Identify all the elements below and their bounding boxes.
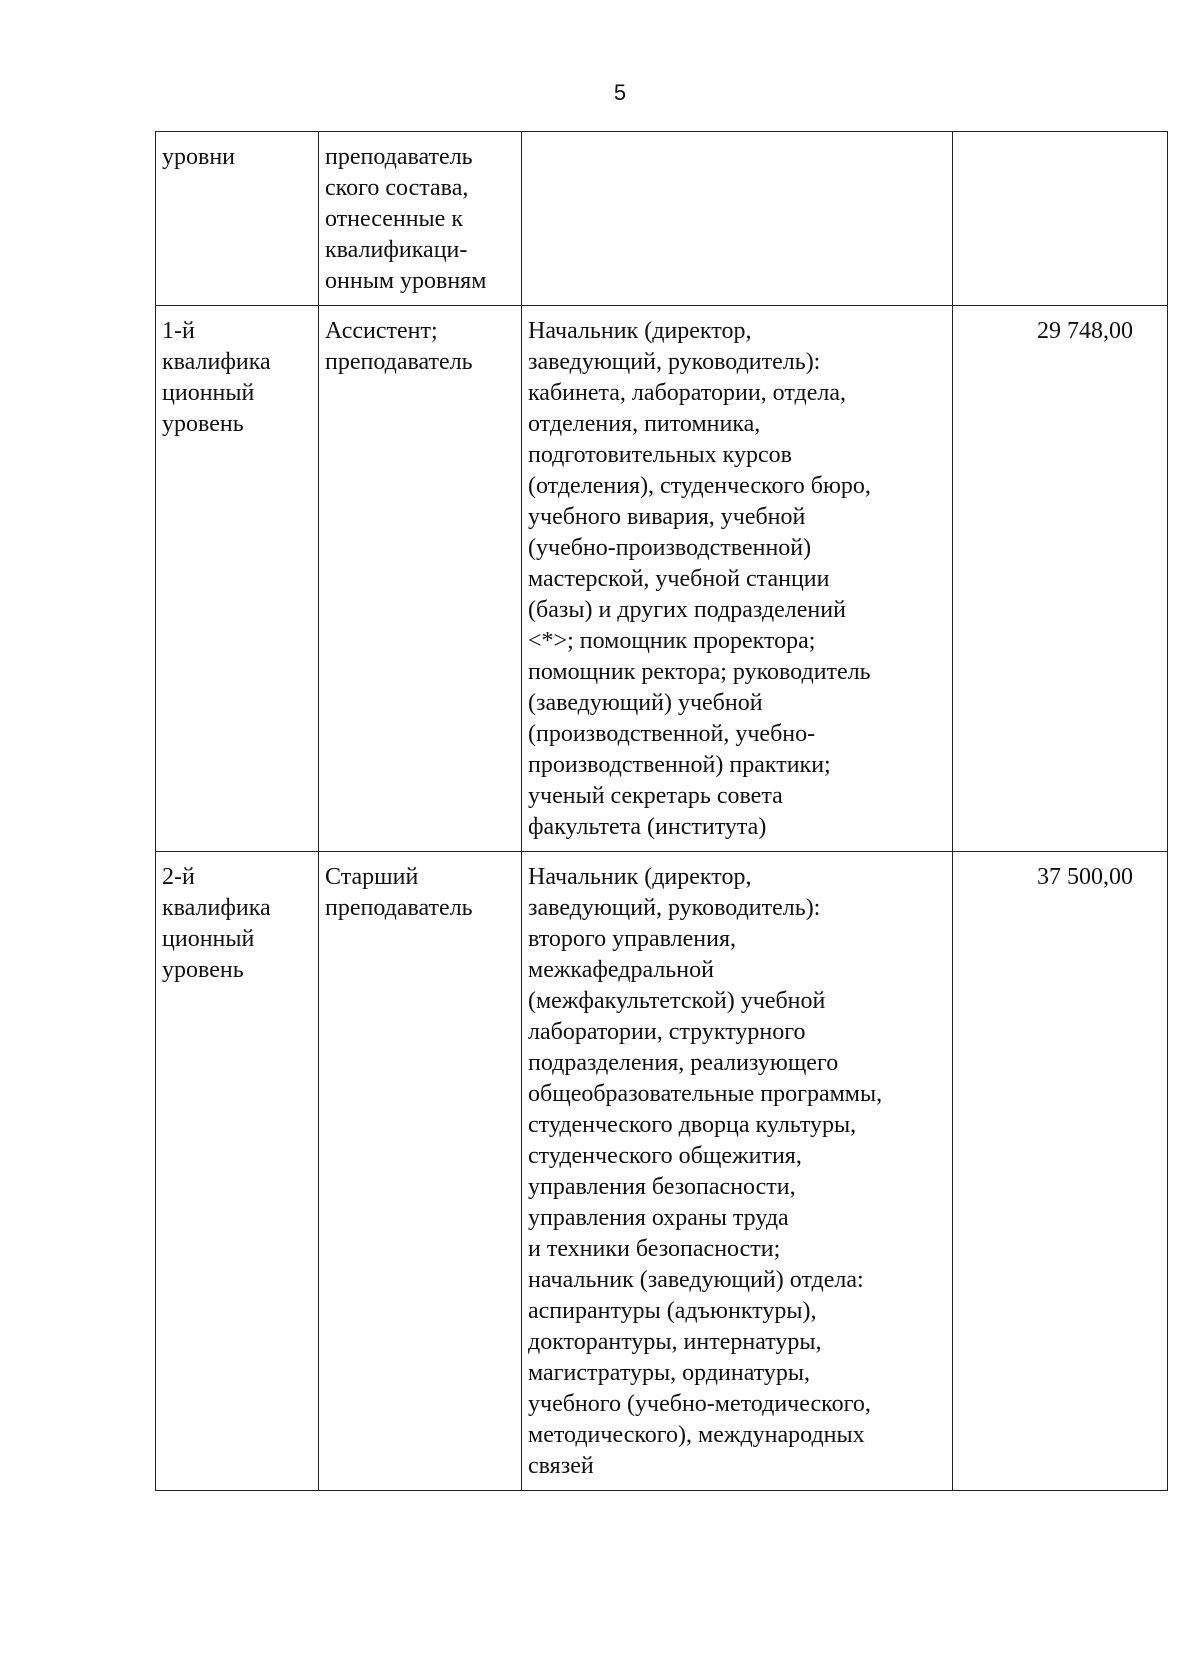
table-row (156, 306, 1168, 852)
table-row (156, 852, 1168, 1491)
table-row (156, 132, 1168, 306)
head-positions-cell: Начальник (директор, заведующий, руководитель): кабинета, лаборатории, отдела, отделения, питомника, подготовительных курсов (отделения), студенческого бюро, учебного вивария, учебной (учебно-производственной) мастерской, учебной станции (базы) и других подразделений <*>; помощник проректора; помощник ректора; руководитель (заведующий) учебной (производственной, учебно- производственной) практики; ученый секретарь совета факультета (института) (522, 306, 953, 852)
salary-cell: 29 748,00 (953, 306, 1168, 852)
position-cell: Старший преподаватель (319, 852, 522, 1491)
salary-cell (953, 132, 1168, 306)
qualification-level-cell: 1-й квалифика ционный уровень (156, 306, 319, 852)
position-cell: Ассистент; преподаватель (319, 306, 522, 852)
head-positions-cell (522, 132, 953, 306)
page-number: 5 (613, 80, 627, 105)
qualification-level-cell: 2-й квалифика ционный уровень (156, 852, 319, 1491)
qualification-table (155, 131, 1168, 1491)
head-positions-cell: Начальник (директор, заведующий, руководитель): второго управления, межкафедральной (межфакультетской) учебной лаборатории, структурного подразделения, реализующего общеобразовательные программы, студенческого дворца культуры, студенческого общежития, управления безопасности, управления охраны труда и техники безопасности; начальник (заведующий) отдела: аспирантуры (адъюнктуры), докторантуры, интернатуры, магистратуры, ординатуры, учебного (учебно-методического, методического), международных связей (522, 852, 953, 1491)
position-cell: преподаватель ского состава, отнесенные к квалификаци- онным уровням (319, 132, 522, 306)
salary-cell: 37 500,00 (953, 852, 1168, 1491)
qualification-level-cell: уровни (156, 132, 319, 306)
